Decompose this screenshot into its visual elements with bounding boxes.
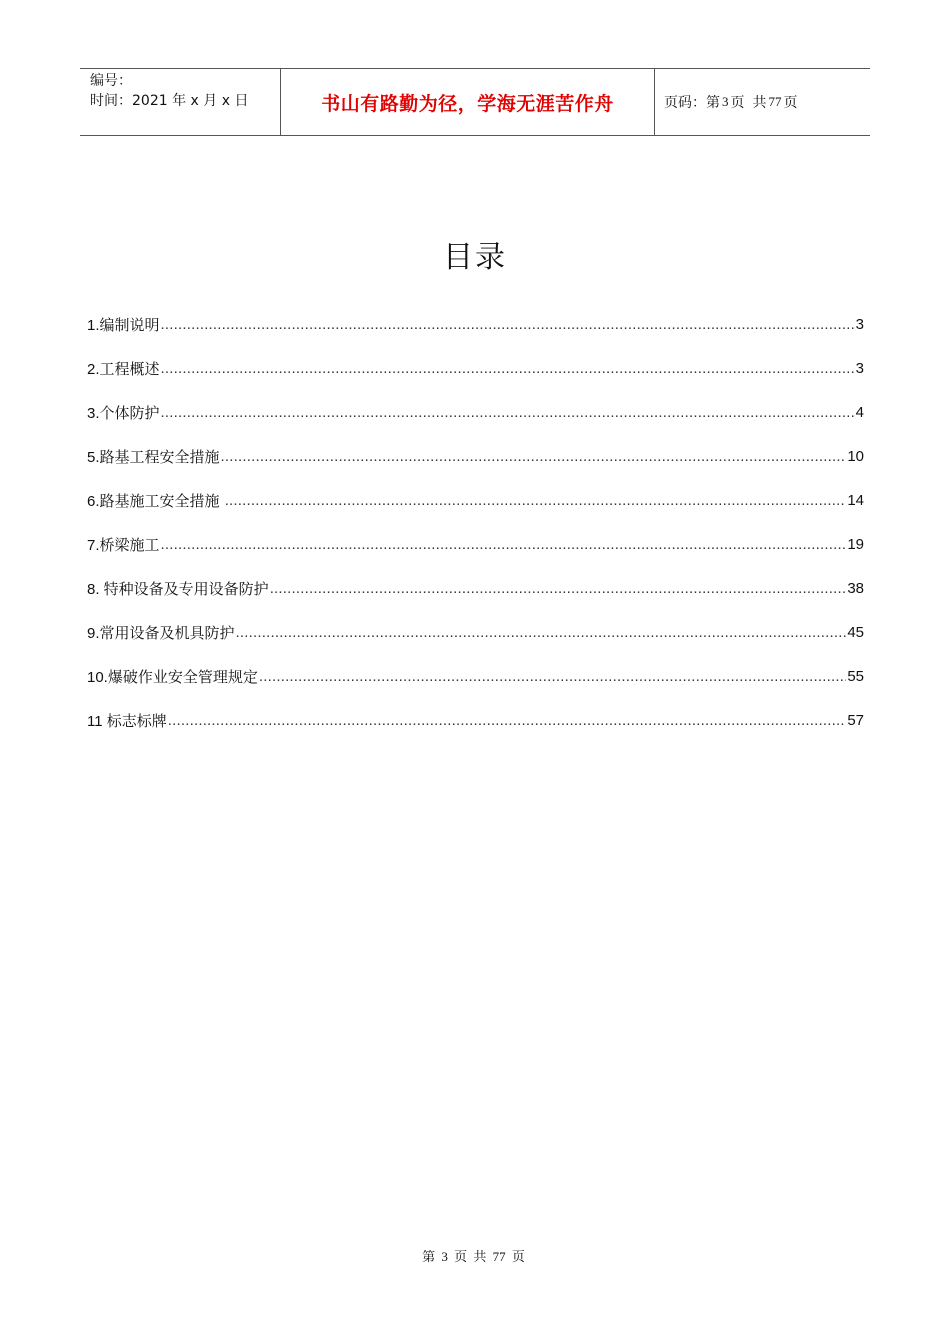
page-unit: 页: [730, 95, 745, 111]
toc-entry-page: 3: [855, 315, 864, 333]
toc-entry-label: 11 标志标牌: [87, 712, 167, 730]
toc-entry[interactable]: [87, 654, 864, 698]
page-total: 77: [768, 94, 782, 109]
toc-leader-dots: [270, 580, 847, 597]
toc-leader-dots: [161, 404, 855, 421]
footer-total-prefix: 共: [473, 1249, 487, 1264]
toc-entry-label: 5.路基工程安全措施: [87, 448, 220, 466]
page-current: 3: [722, 94, 729, 109]
toc-title: 目录: [443, 240, 507, 275]
toc-entry-label: 2.工程概述: [87, 360, 160, 378]
total-prefix: 共: [752, 95, 767, 111]
toc-entry-page: 3: [855, 359, 864, 377]
header-motto-cell: [281, 69, 655, 135]
footer-current-page: 3: [441, 1249, 448, 1264]
footer-prefix: 第: [422, 1249, 436, 1264]
page-prefix: 页码：第: [664, 95, 720, 111]
motto-text: 书山有路勤为径，学海无涯苦作舟: [321, 92, 614, 115]
page-footer: [0, 1246, 950, 1265]
header-page-info: [655, 69, 870, 135]
toc-entry[interactable]: [87, 566, 864, 610]
date-label: 时间：2021 年 x 月 x 日: [90, 93, 249, 109]
total-unit: 页: [783, 95, 798, 111]
toc-leader-dots: [161, 360, 855, 377]
toc-entry-page: 38: [847, 579, 864, 597]
toc-entry-page: 55: [847, 667, 864, 685]
toc-entry-label: 10.爆破作业安全管理规定: [87, 668, 258, 686]
toc-entry[interactable]: [87, 610, 864, 654]
toc-entry-label: 7.桥梁施工: [87, 536, 160, 554]
document-header: [80, 68, 870, 136]
toc-entry-page: 57: [847, 711, 864, 729]
toc-leader-dots: [259, 668, 846, 685]
toc-entry-label: 6.路基施工安全措施: [87, 492, 224, 510]
header-meta-cell: [80, 69, 281, 135]
toc-entry[interactable]: [87, 522, 864, 566]
toc-entry[interactable]: [87, 478, 864, 522]
toc-entry-page: 45: [847, 623, 864, 641]
toc-entry[interactable]: [87, 390, 864, 434]
toc-entry-label: 9.常用设备及机具防护: [87, 624, 235, 642]
toc-leader-dots: [225, 492, 847, 509]
toc-leader-dots: [168, 712, 847, 729]
toc-leader-dots: [236, 624, 847, 641]
table-of-contents: [87, 302, 864, 742]
footer-total-pages: 77: [492, 1249, 506, 1264]
toc-entry[interactable]: [87, 434, 864, 478]
toc-entry[interactable]: [87, 302, 864, 346]
toc-entry[interactable]: [87, 346, 864, 390]
toc-entry[interactable]: [87, 698, 864, 742]
toc-entry-page: 10: [847, 447, 864, 465]
toc-entry-label: 8. 特种设备及专用设备防护: [87, 580, 269, 598]
toc-entry-label: 1.编制说明: [87, 316, 160, 334]
footer-total-unit: 页: [511, 1249, 525, 1264]
toc-entry-page: 14: [847, 491, 864, 509]
number-label: 编号：: [90, 73, 132, 89]
toc-entry-page: 19: [847, 535, 864, 553]
toc-leader-dots: [161, 316, 855, 333]
toc-entry-label: 3.个体防护: [87, 404, 160, 422]
footer-unit: 页: [454, 1249, 468, 1264]
toc-leader-dots: [221, 448, 847, 465]
toc-leader-dots: [161, 536, 847, 553]
toc-entry-page: 4: [855, 403, 864, 421]
